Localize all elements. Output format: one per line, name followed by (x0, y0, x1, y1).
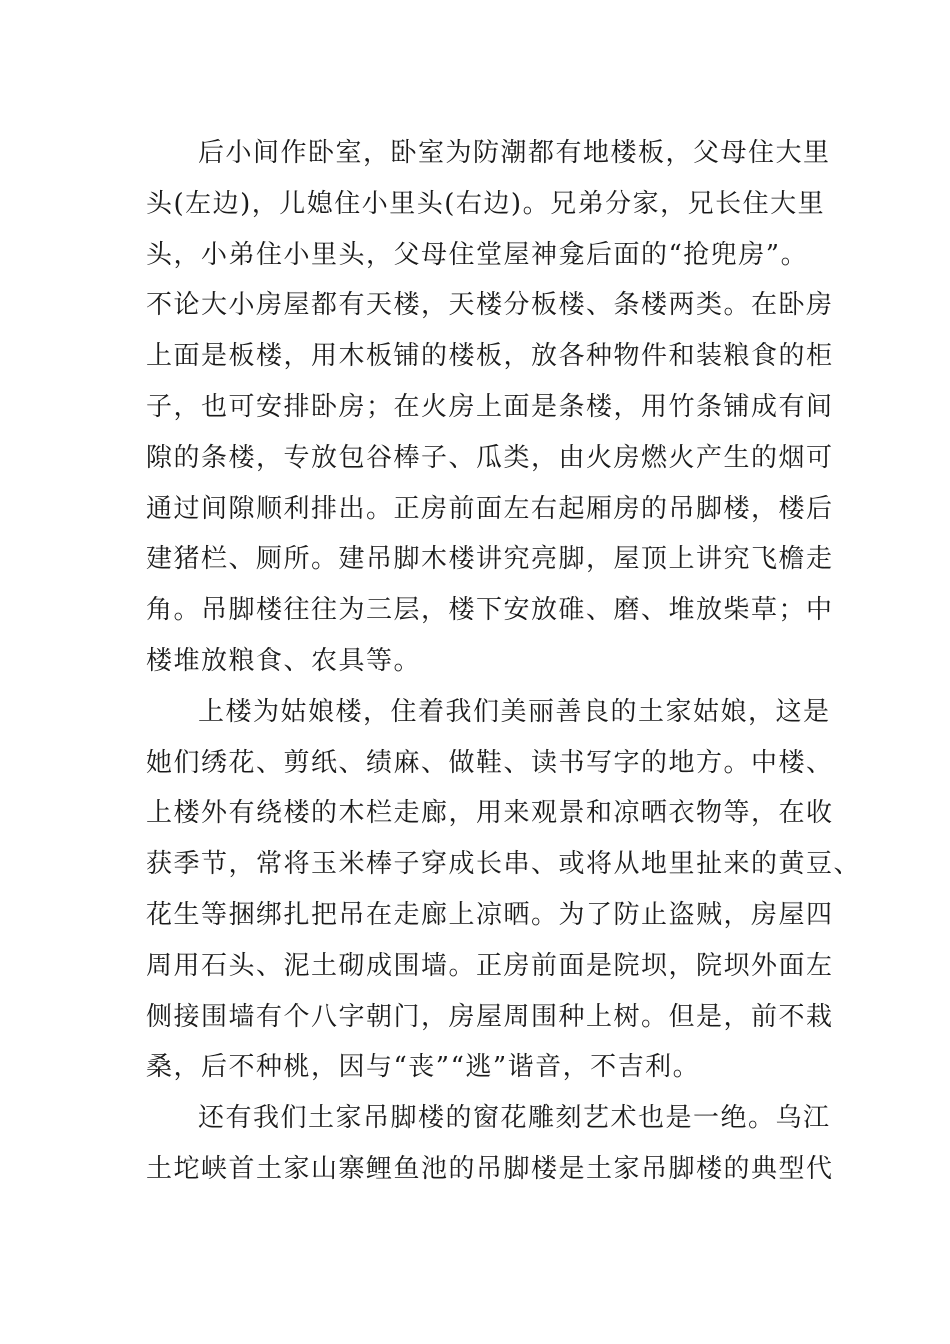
text-line: 头，小弟住小里头，父母住堂屋神龛后面的“抢兜房”。 (146, 239, 809, 270)
text-line: 上楼为姑娘楼，住着我们美丽善良的土家姑娘，这是 (198, 696, 831, 727)
text-line: 她们绣花、剪纸、绩麻、做鞋、读书写字的地方。中楼、 (146, 747, 834, 778)
text-line: 侧接围墙有个八字朝门，房屋周围种上树。但是，前不栽 (146, 1001, 834, 1032)
text-line: 隙的条楼，专放包谷棒子、瓜类，由火房燃火产生的烟可 (146, 442, 834, 473)
text-line: 上面是板楼，用木板铺的楼板，放各种物件和装粮食的柜 (146, 341, 834, 372)
text-line: 花生等捆绑扎把吊在走廊上凉晒。为了防止盗贼，房屋四 (146, 899, 834, 930)
text-line: 获季节，常将玉米棒子穿成长串、或将从地里扯来的黄豆、 (146, 849, 862, 880)
text-line: 楼堆放粮食、农具等。 (146, 645, 422, 676)
text-line: 子，也可安排卧房；在火房上面是条楼，用竹条铺成有间 (146, 391, 834, 422)
text-line: 土坨峡首土家山寨鲤鱼池的吊脚楼是土家吊脚楼的典型代 (146, 1153, 834, 1184)
text-line: 建猪栏、厕所。建吊脚木楼讲究亮脚，屋顶上讲究飞檐走 (146, 544, 834, 575)
text-line: 上楼外有绕楼的木栏走廊，用来观景和凉晒衣物等，在收 (146, 798, 834, 829)
text-line: 通过间隙顺利排出。正房前面左右起厢房的吊脚楼，楼后 (146, 493, 834, 524)
text-line: 角。吊脚楼往往为三层，楼下安放碓、磨、堆放柴草；中 (146, 595, 834, 626)
text-line: 周用石头、泥土砌成围墙。正房前面是院坝，院坝外面左 (146, 950, 834, 981)
text-line: 后小间作卧室，卧室为防潮都有地楼板，父母住大里 (198, 138, 831, 168)
text-line: 头(左边)，儿媳住小里头(右边)。兄弟分家，兄长住大里 (146, 188, 826, 219)
body-text (146, 128, 862, 1195)
text-line: 还有我们土家吊脚楼的窗花雕刻艺术也是一绝。乌江 (198, 1103, 831, 1134)
text-line: 不论大小房屋都有天楼，天楼分板楼、条楼两类。在卧房 (146, 290, 834, 321)
text-line: 桑，后不种桃，因与“丧”“逃”谐音，不吉利。 (146, 1052, 701, 1083)
